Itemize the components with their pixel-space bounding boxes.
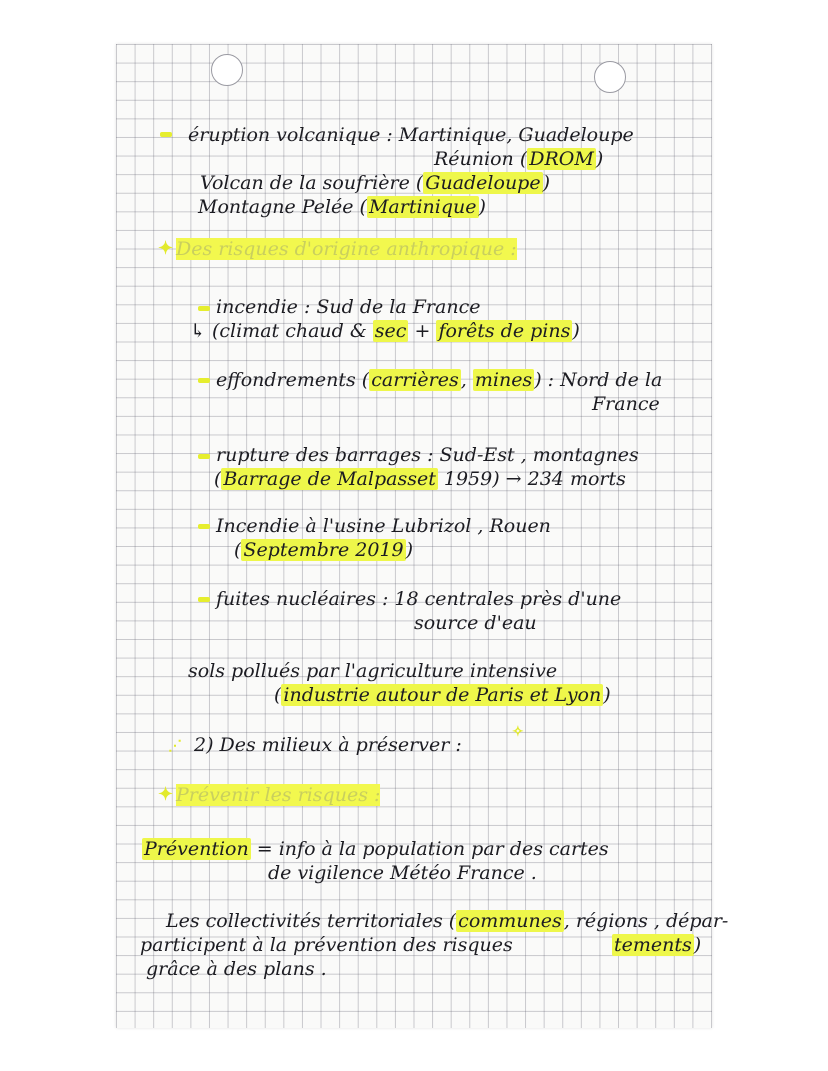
- text-line: [216, 369, 662, 391]
- text-segment: effondrements (: [216, 369, 370, 391]
- text-line: grâce à des plans .: [146, 958, 327, 980]
- text-segment: (: [234, 539, 242, 561]
- highlight: Des risques d'origine anthropique :: [176, 238, 517, 260]
- highlight: Guadeloupe: [425, 172, 541, 194]
- grid-paper-sheet: [116, 44, 729, 1028]
- highlight: mines: [474, 369, 533, 391]
- text-segment: ) : Nord de la: [534, 369, 663, 391]
- text-segment: +: [408, 320, 437, 342]
- text-segment: ): [603, 684, 611, 706]
- text-line: [274, 684, 611, 706]
- highlight: Prévention: [144, 838, 249, 860]
- text-line: [190, 320, 580, 342]
- text-line: France: [592, 393, 660, 415]
- highlight: industrie autour de Paris et Lyon: [283, 684, 602, 706]
- text-line: [214, 468, 626, 490]
- text-line: de vigilence Météo France .: [268, 862, 537, 884]
- text-segment: ): [478, 196, 486, 218]
- highlight: DROM: [529, 148, 594, 170]
- text-segment: ): [595, 148, 604, 170]
- text-line: Incendie à l'usine Lubrizol , Rouen: [216, 515, 551, 537]
- text-line: source d'eau: [414, 612, 537, 634]
- text-line: rupture des barrages : Sud-Est , montagnes: [216, 444, 639, 466]
- text-line: fuites nucléaires : 18 centrales près d'une: [216, 588, 622, 610]
- highlight: Barrage de Malpasset: [223, 468, 436, 490]
- text-line: [200, 172, 550, 194]
- sparkle-icon: ✧: [512, 724, 524, 740]
- text-segment: Montagne Pelée (: [198, 196, 367, 218]
- text-line: [166, 910, 728, 932]
- section-heading: [176, 238, 517, 260]
- text-segment: participent à la prévention des risques: [140, 934, 513, 956]
- text-segment: Les collectivités territoriales (: [166, 910, 457, 932]
- text-segment: , régions , dépar-: [563, 910, 729, 932]
- text-segment: Réunion (: [434, 148, 528, 170]
- highlight: communes: [458, 910, 562, 932]
- text-line: [612, 934, 701, 956]
- bullet-dash: [198, 378, 210, 383]
- text-segment: = info à la population par des cartes: [250, 838, 609, 860]
- text-line: [434, 148, 603, 170]
- highlight: tements: [614, 934, 692, 956]
- text-line: [140, 934, 513, 956]
- highlight: carrières: [371, 369, 459, 391]
- text-line: [234, 539, 413, 561]
- text-segment: ): [572, 320, 580, 342]
- text-segment: (: [214, 468, 222, 490]
- highlight: Septembre 2019: [243, 539, 404, 561]
- bullet-dash: [198, 597, 210, 602]
- text-line: sols pollués par l'agriculture intensive: [188, 660, 558, 682]
- text-segment: ,: [460, 369, 473, 391]
- text-line: incendie : Sud de la France: [216, 296, 481, 318]
- text-line: éruption volcanique : Martinique, Guadeloupe: [188, 124, 634, 146]
- text-segment: (climat chaud &: [211, 320, 373, 342]
- subheading: 2) Des milieux à préserver :: [194, 734, 462, 756]
- bullet-dash: [198, 454, 210, 459]
- punch-hole-left: [211, 54, 243, 86]
- text-line: [142, 838, 609, 860]
- text-segment: ): [405, 539, 414, 561]
- text-segment: ): [693, 934, 702, 956]
- highlight: forêts de pins: [438, 320, 571, 342]
- sparkle-icon: ⋰: [168, 738, 182, 754]
- bullet-dash: [198, 306, 210, 311]
- text-line: [198, 196, 486, 218]
- highlight: Martinique: [368, 196, 477, 218]
- bullet-dash: [198, 524, 210, 529]
- text-segment: (: [274, 684, 282, 706]
- text-segment: Volcan de la soufrière (: [200, 172, 424, 194]
- highlight: sec: [374, 320, 407, 342]
- punch-hole-right: [594, 61, 626, 93]
- arrow-icon: ↳: [190, 320, 206, 342]
- text-segment: 1959) → 234 morts: [437, 468, 626, 490]
- star-icon: ✦: [158, 784, 174, 805]
- section-heading: [176, 784, 380, 806]
- text-segment: ): [542, 172, 551, 194]
- bullet-dash: [160, 132, 172, 137]
- highlight: Prévenir les risques :: [176, 784, 381, 806]
- star-icon: ✦: [158, 238, 174, 259]
